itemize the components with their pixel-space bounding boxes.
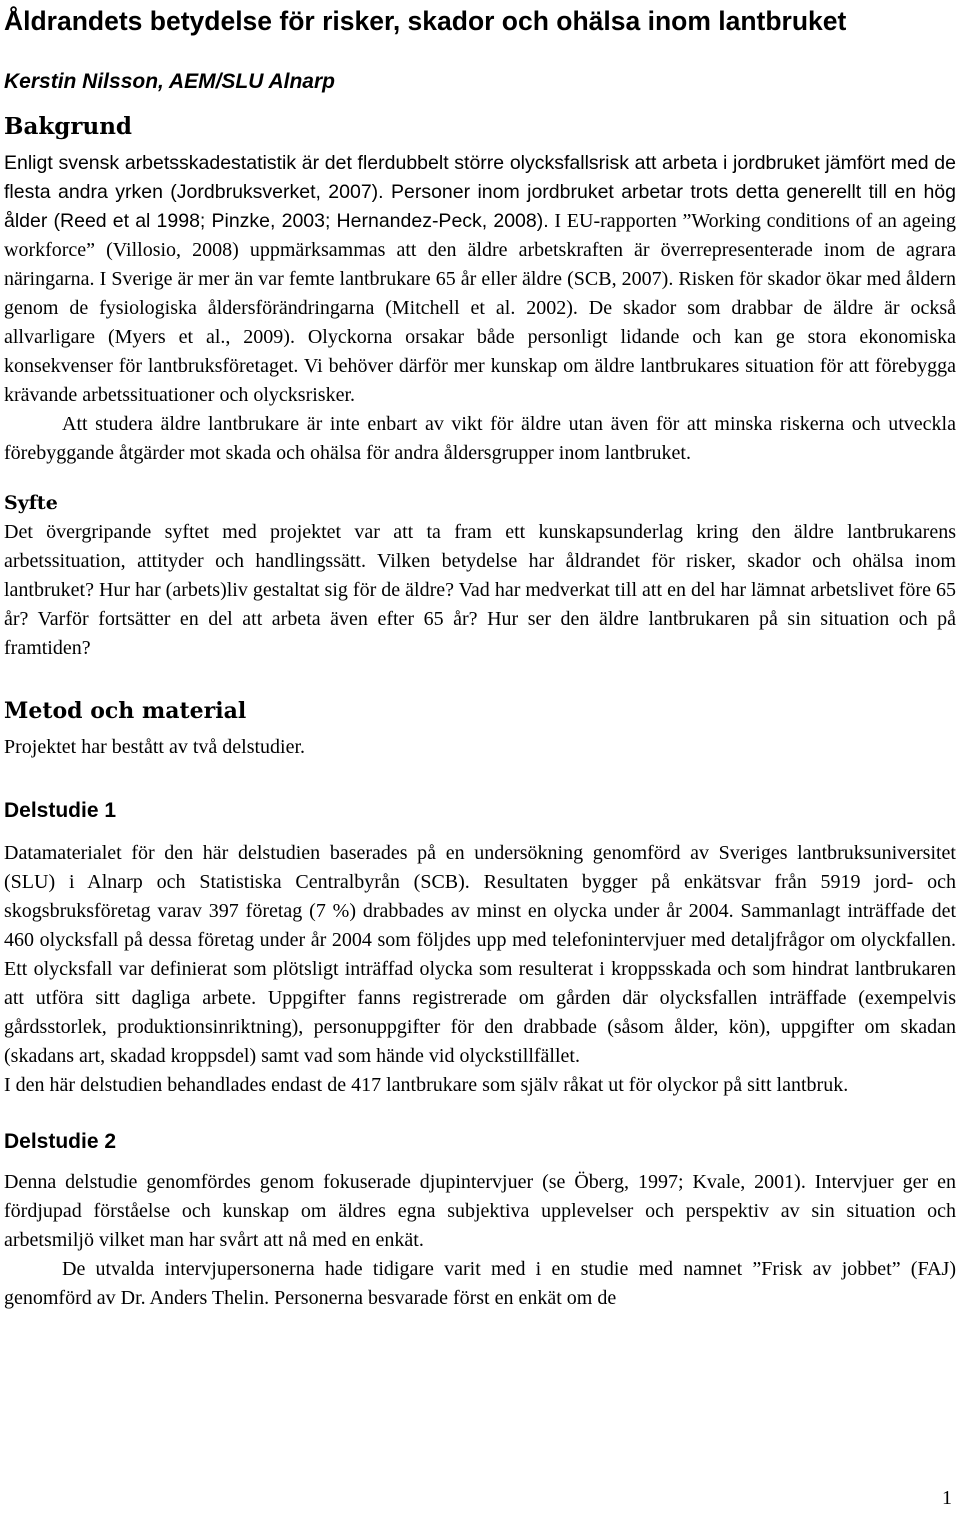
- heading-metod: Metod och material: [4, 698, 247, 724]
- heading-syfte: Syfte: [4, 492, 58, 514]
- paragraph-bakgrund-1: [4, 149, 956, 410]
- heading-delstudie-1: Delstudie 1: [4, 799, 117, 822]
- page-number: 1: [942, 1487, 952, 1509]
- paragraph-bakgrund-1-sans: Enligt svensk arbetsskadestatistik är det flerdubbelt större olycksfallsrisk att arbeta i jordbruket jämfört med de flesta andra yrken (Jordbruksverket, 2007). Personer inom jordbruket arbetar trots detta generellt till en hög ålder (Reed et al 1998; Pinzke, 2003; Hernandez-Peck, 2008).: [4, 152, 956, 232]
- paragraph-delstudie2-1: Denna delstudie genomfördes genom fokuserade djupintervjuer (se Öberg, 1997; Kvale, 2001). Intervjuer ger en fördjupad förståelse och kunskap om äldres egna subjektiva upplevelser och perspektiv av sin situation och arbetsmiljö vilket man har svårt att nå med en enkät.: [4, 1171, 956, 1251]
- heading-bakgrund: Bakgrund: [4, 113, 133, 140]
- paragraph-delstudie2-2: De utvalda intervjupersonerna hade tidigare varit med i en studie med namnet ”Frisk av jobbet” (FAJ) genomförd av Dr. Anders Thelin. Personerna besvarade först en enkät om de: [4, 1258, 956, 1309]
- document-title: Åldrandets betydelse för risker, skador och ohälsa inom lantbruket: [4, 6, 847, 36]
- paragraph-delstudie1-2: I den här delstudien behandlades endast de 417 lantbrukare som själv råkat ut för olyckor på sitt lantbruk.: [4, 1074, 849, 1096]
- paragraph-metod-1: Projektet har bestått av två delstudier.: [4, 736, 306, 758]
- paragraph-delstudie1-1: Datamaterialet för den här delstudien baserades på en undersökning genomförd av Sveriges lantbruksuniversitet (SLU) i Alnarp och Statistiska Centralbyrån (SCB). Resultaten bygger på enkätsvar från 5919 jord- och skogsbruksföretag varav 397 företag (7 %) drabbades av minst en olycka under år 2004. Sammanlagt inträffade det 460 olycksfall på dessa företag under år 2004 som följdes upp med telefonintervjuer med detaljfrågor om olyckfallen. Ett olycksfall var definierat som plötsligt inträffad olycka som resulterat i kroppsskada och som hindrat lantbrukaren att utföra sitt dagliga arbete. Uppgifter fanns registrerade om gården där olycksfallen inträffade (exempelvis gårdsstorlek, produktionsinriktning), personuppgifter för den drabbade (såsom ålder, kön), uppgifter om skadan (skadans art, skadad kroppsdel) samt vad som hände vid olyckstillfället.: [4, 842, 956, 1067]
- author-line: Kerstin Nilsson, AEM/SLU Alnarp: [4, 70, 335, 93]
- paragraph-syfte-1: Det övergripande syftet med projektet var att ta fram ett kunskapsunderlag kring den äldre lantbrukarens arbetssituation, attityder och handlingssätt. Vilken betydelse har åldrandet för risker, skador och ohälsa inom lantbruket? Hur har (arbets)liv gestaltat sig för de äldre? Vad har medverkat till att en del har lämnat arbetslivet före 65 år? Varför fortsätter en del att arbeta även efter 65 år? Hur ser den äldre lantbrukaren på sin situation och på framtiden?: [4, 521, 956, 659]
- paragraph-bakgrund-1-serif: I EU-rapporten ”Working conditions of an ageing workforce” (Villosio, 2008) uppmärksammas att den äldre arbetskraften är överrepresenterade inom de agrara näringarna. I Sverige är mer än var femte lantbrukare 65 år eller äldre (SCB, 2007). Risken för skador ökar med åldern genom de fysiologiska åldersförändringarna (Mitchell et al. 2002). De skador som drabbar de äldre är också allvarligare (Myers et al., 2009). Olyckorna orsakar både personligt lidande och kan ge stora ekonomiska konsekvenser för lantbruksföretaget. Vi behöver därför mer kunskap om äldre lantbrukares situation för att förebygga krävande arbetssituationer och olycksrisker.: [4, 210, 956, 406]
- heading-delstudie-2: Delstudie 2: [4, 1130, 117, 1153]
- document-page: [4, 0, 956, 1313]
- paragraph-bakgrund-2: Att studera äldre lantbrukare är inte enbart av vikt för äldre utan även för att minska riskerna och utveckla förebyggande åtgärder mot skada och ohälsa för andra åldersgrupper inom lantbruket.: [4, 413, 956, 464]
